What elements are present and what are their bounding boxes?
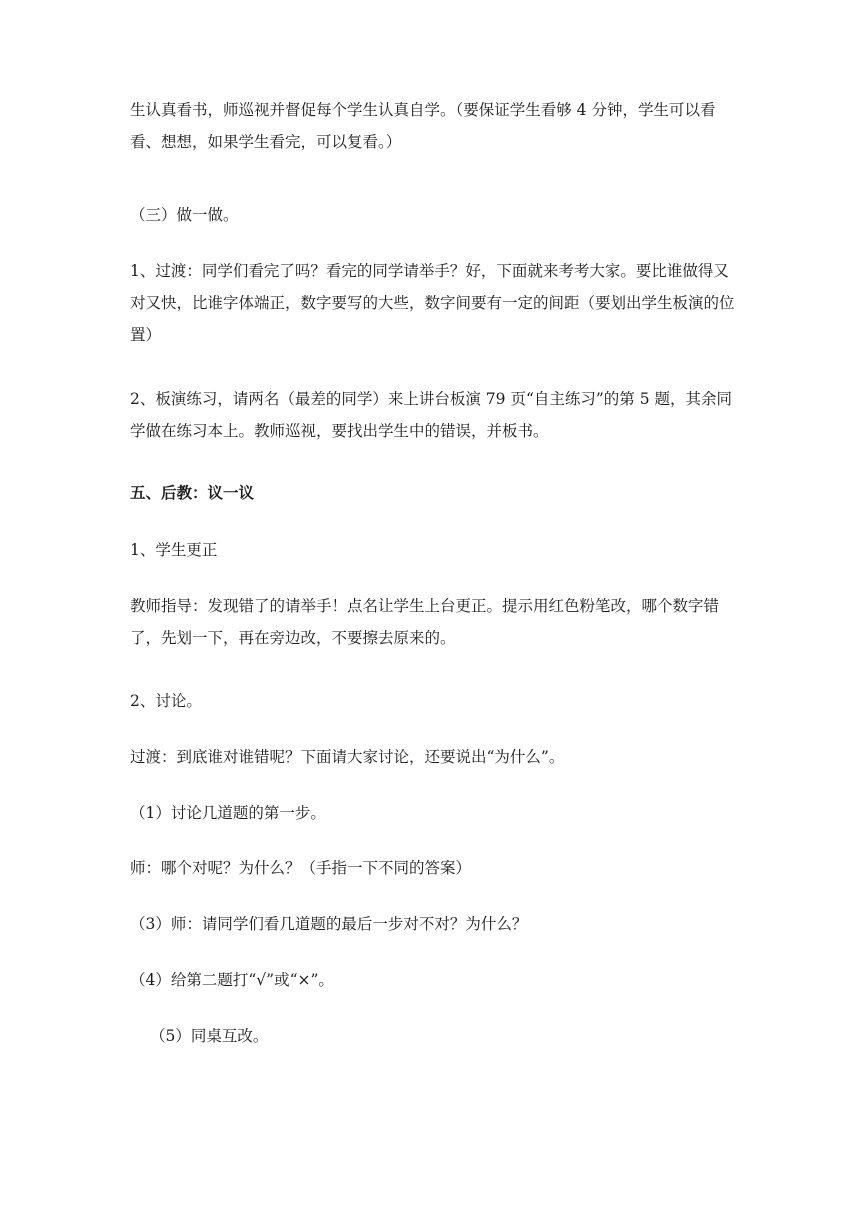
paragraph-teacher-guidance: 教师指导：发现错了的请举手！点名让学生上台更正。提示用红色粉笔改，哪个数字错了，先划一下，再在旁边改，不要擦去原来的。 [130,597,720,647]
paragraph-step-3: （3）师：请同学们看几道题的最后一步对不对？为什么？ [130,915,528,933]
paragraph-step-4: （4）给第二题打“√”或“×”。 [130,971,334,989]
paragraph-transition: 1、过渡：同学们看完了吗？看完的同学请举手？好，下面就来考考大家。要比谁做得又对又快，比谁字体端正，数字要写的大些，数字间要有一定的间距（要划出学生板演的位置） [130,262,735,344]
paragraph-step-1: （1）讨论几道题的第一步。 [130,804,326,822]
paragraph-board-practice: 2、板演练习，请两名（最差的同学）来上讲台板演 79 页“自主练习”的第 5 题，其余同学做在练习本上。教师巡视，要找出学生中的错误，并板书。 [130,390,733,440]
paragraph-teacher-question: 师：哪个对呢？为什么？（手指一下不同的答案） [130,859,472,877]
section-heading-discuss: 五、后教：议一议 [130,484,255,502]
paragraph-discussion: 2、讨论。 [130,692,202,710]
paragraph-step-5: （5）同桌互改。 [150,1027,269,1045]
paragraph-self-study-instruction: 生认真看书，师巡视并督促每个学生认真自学。（要保证学生看够 4 分钟，学生可以看看、想想，如果学生看完，可以复看。） [130,101,716,151]
paragraph-transition-discuss: 过渡：到底谁对谁错呢？下面请大家讨论，还要说出“为什么”。 [130,748,565,766]
paragraph-student-correction: 1、学生更正 [130,541,218,559]
section-heading-do-it: （三）做一做。 [130,206,239,224]
